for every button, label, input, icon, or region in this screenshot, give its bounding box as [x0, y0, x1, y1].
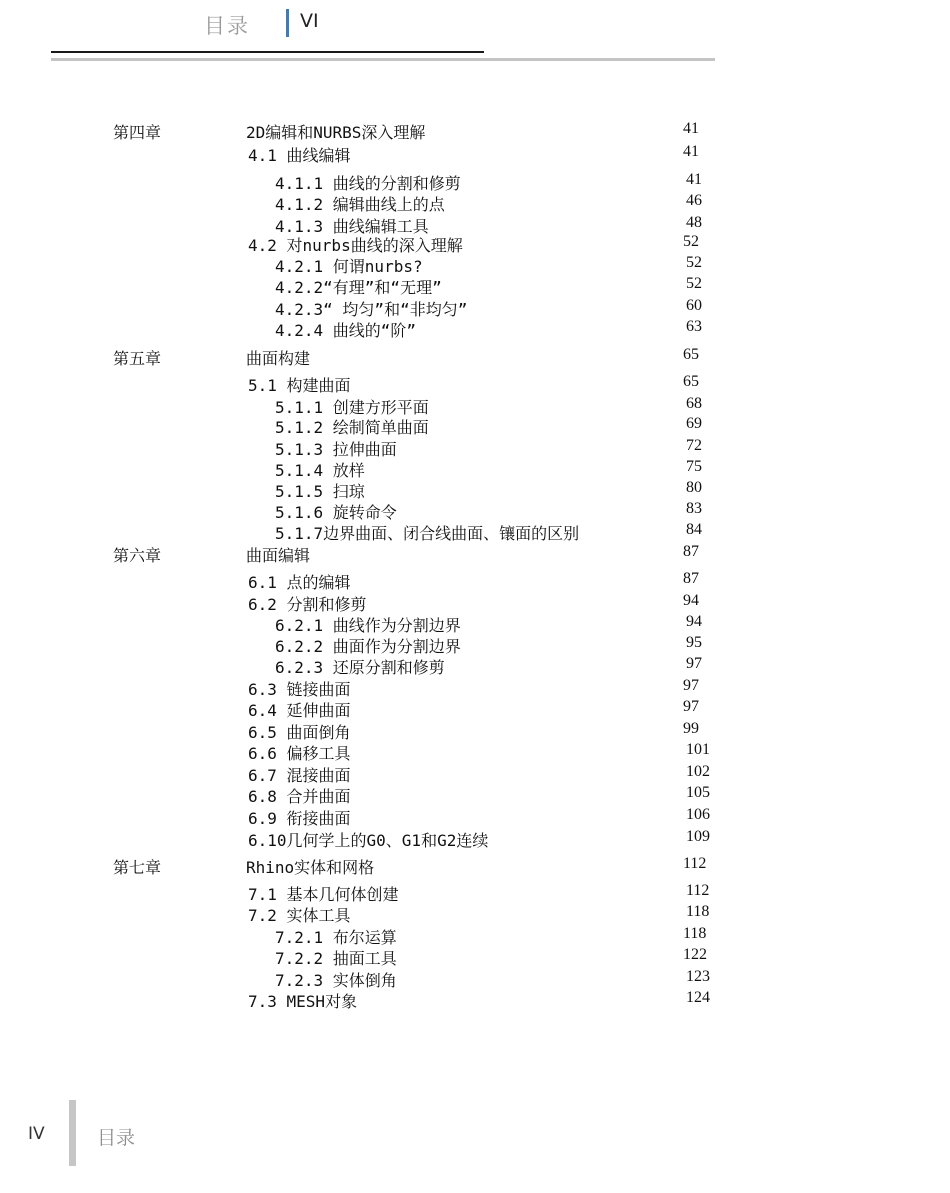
toc-subsection-row [0, 437, 950, 459]
toc-entry-title: 6.7 混接曲面 [248, 766, 351, 785]
toc-section-row [0, 720, 950, 742]
toc-entry-title: 6.6 偏移工具 [248, 744, 351, 763]
toc-section-row [0, 882, 950, 904]
toc-section-row [0, 763, 950, 785]
toc-entry-page: 41 [683, 120, 699, 137]
toc-entry-title: 4.2.4 曲线的“阶” [275, 321, 417, 340]
toc-entry-title: 7.2.2 抽面工具 [275, 949, 397, 968]
toc-section-row [0, 698, 950, 720]
toc-entry-page: 83 [686, 500, 702, 517]
toc-chapter-label: 第五章 [113, 349, 162, 368]
toc-entry-page: 101 [686, 741, 710, 758]
toc-subsection-row [0, 479, 950, 501]
toc-entry-title: 7.2.3 实体倒角 [275, 971, 397, 990]
toc-entry-title: 7.1 基本几何体创建 [248, 885, 399, 904]
toc-entry-title: 6.5 曲面倒角 [248, 723, 351, 742]
footer-accent-bar [69, 1100, 76, 1166]
toc-entry-page: 87 [683, 543, 699, 560]
toc-section-row [0, 806, 950, 828]
toc-subsection-row [0, 521, 950, 543]
toc-entry-page: 124 [686, 989, 710, 1006]
toc-entry-title: 5.1.4 放样 [275, 461, 365, 480]
toc-subsection-row [0, 318, 950, 340]
footer-page-number: IV [28, 1124, 45, 1144]
toc-subsection-row [0, 968, 950, 990]
toc-subsection-row [0, 192, 950, 214]
toc-entry-page: 109 [686, 828, 710, 845]
toc-entry-page: 41 [686, 171, 702, 188]
toc-section-row [0, 592, 950, 614]
toc-subsection-row [0, 415, 950, 437]
toc-section-row [0, 373, 950, 395]
toc-entry-page: 63 [686, 318, 702, 335]
toc-section-row [0, 989, 950, 1011]
toc-entry-title: 4.2.2“有理”和“无理” [275, 278, 442, 297]
toc-entry-page: 52 [686, 254, 702, 271]
toc-entry-title: 4.2.3“ 均匀”和“非均匀” [275, 300, 468, 319]
toc-section-row [0, 677, 950, 699]
toc-entry-page: 65 [683, 373, 699, 390]
toc-entry-page: 87 [683, 570, 699, 587]
toc-entry-title: 曲面构建 [246, 349, 311, 368]
toc-entry-page: 118 [683, 925, 707, 942]
toc-entry-page: 97 [683, 677, 699, 694]
toc-section-row [0, 570, 950, 592]
toc-subsection-row [0, 925, 950, 947]
toc-entry-page: 84 [686, 521, 702, 538]
toc-entry-title: 5.1 构建曲面 [248, 376, 351, 395]
toc-subsection-row [0, 613, 950, 635]
toc-entry-page: 94 [683, 592, 699, 609]
toc-entry-page: 118 [686, 903, 710, 920]
toc-entry-page: 97 [686, 655, 702, 672]
toc-entry-title: Rhino实体和网格 [246, 858, 375, 877]
toc-subsection-row [0, 500, 950, 522]
toc-entry-title: 4.1.3 曲线编辑工具 [275, 217, 429, 236]
toc-entry-title: 4.2 对nurbs曲线的深入理解 [248, 236, 463, 255]
toc-entry-page: 122 [683, 946, 707, 963]
toc-entry-page: 105 [686, 784, 710, 801]
toc-subsection-row [0, 395, 950, 417]
toc-entry-page: 112 [683, 855, 707, 872]
toc-entry-page: 106 [686, 806, 710, 823]
toc-entry-page: 41 [683, 143, 699, 160]
toc-entry-title: 6.10几何学上的G0、G1和G2连续 [248, 831, 489, 850]
toc-entry-title: 5.1.2 绘制简单曲面 [275, 418, 429, 437]
toc-entry-title: 5.1.6 旋转命令 [275, 503, 397, 522]
toc-entry-page: 72 [686, 437, 702, 454]
toc-entry-title: 5.1.1 创建方形平面 [275, 398, 429, 417]
toc-entry-title: 6.2.1 曲线作为分割边界 [275, 616, 461, 635]
toc-subsection-row [0, 946, 950, 968]
toc-entry-title: 6.8 合并曲面 [248, 787, 351, 806]
toc-entry-title: 7.3 MESH对象 [248, 992, 358, 1011]
toc-subsection-row [0, 634, 950, 656]
toc-entry-page: 112 [686, 882, 710, 899]
toc-entry-page: 65 [683, 346, 699, 363]
toc-chapter-label: 第六章 [113, 546, 162, 565]
toc-chapter-label: 第七章 [113, 858, 162, 877]
toc-entry-title: 4.2.1 何谓nurbs? [275, 257, 423, 276]
toc-chapter-row [0, 120, 950, 142]
toc-entry-page: 94 [686, 613, 702, 630]
footer-section-title: 目录 [97, 1127, 136, 1149]
toc-entry-title: 4.1.2 编辑曲线上的点 [275, 195, 445, 214]
toc-subsection-row [0, 297, 950, 319]
toc-chapter-row [0, 855, 950, 877]
toc-entry-title: 6.9 衔接曲面 [248, 809, 351, 828]
toc-chapter-row [0, 543, 950, 565]
toc-entry-page: 102 [686, 763, 710, 780]
toc-section-row [0, 233, 950, 255]
toc-entry-page: 99 [683, 720, 699, 737]
toc-section-row [0, 903, 950, 925]
toc-chapter-label: 第四章 [113, 123, 162, 142]
toc-entry-page: 123 [686, 968, 710, 985]
toc-entry-title: 6.2.2 曲面作为分割边界 [275, 637, 461, 656]
toc-entry-title: 曲面编辑 [246, 546, 311, 565]
toc-section-row [0, 784, 950, 806]
toc-entry-page: 52 [683, 233, 699, 250]
header-section-title: 目录 [204, 14, 250, 38]
header-page-number: VI [300, 10, 319, 32]
toc-chapter-row [0, 346, 950, 368]
toc-subsection-row [0, 275, 950, 297]
toc-entry-title: 2D编辑和NURBS深入理解 [246, 123, 426, 142]
toc-entry-page: 60 [686, 297, 702, 314]
toc-entry-page: 80 [686, 479, 702, 496]
toc-entry-page: 52 [686, 275, 702, 292]
toc-entry-title: 5.1.7边界曲面、闭合线曲面、镶面的区别 [275, 524, 580, 543]
toc-entry-page: 97 [683, 698, 699, 715]
toc-entry-title: 6.1 点的编辑 [248, 573, 351, 592]
toc-subsection-row [0, 171, 950, 193]
toc-entry-title: 4.1.1 曲线的分割和修剪 [275, 174, 461, 193]
toc-subsection-row [0, 254, 950, 276]
toc-entry-page: 75 [686, 458, 702, 475]
toc-entry-title: 6.3 链接曲面 [248, 680, 351, 699]
toc-entry-title: 5.1.3 拉伸曲面 [275, 440, 397, 459]
toc-entry-title: 6.4 延伸曲面 [248, 701, 351, 720]
toc-entry-page: 95 [686, 634, 702, 651]
toc-entry-title: 7.2.1 布尔运算 [275, 928, 397, 947]
toc-entry-page: 69 [686, 415, 702, 432]
toc-entry-title: 6.2 分割和修剪 [248, 595, 367, 614]
toc-entry-title: 6.2.3 还原分割和修剪 [275, 658, 445, 677]
toc-entry-title: 5.1.5 扫琼 [275, 482, 365, 501]
toc-entry-title: 7.2 实体工具 [248, 906, 351, 925]
toc-section-row [0, 143, 950, 165]
toc-entry-page: 68 [686, 395, 702, 412]
toc-section-row [0, 828, 950, 850]
toc-subsection-row [0, 655, 950, 677]
toc-entry-title: 4.1 曲线编辑 [248, 146, 351, 165]
toc-entry-page: 46 [686, 192, 702, 209]
toc-section-row [0, 741, 950, 763]
toc-subsection-row [0, 458, 950, 480]
toc-entry-page: 48 [686, 214, 702, 231]
